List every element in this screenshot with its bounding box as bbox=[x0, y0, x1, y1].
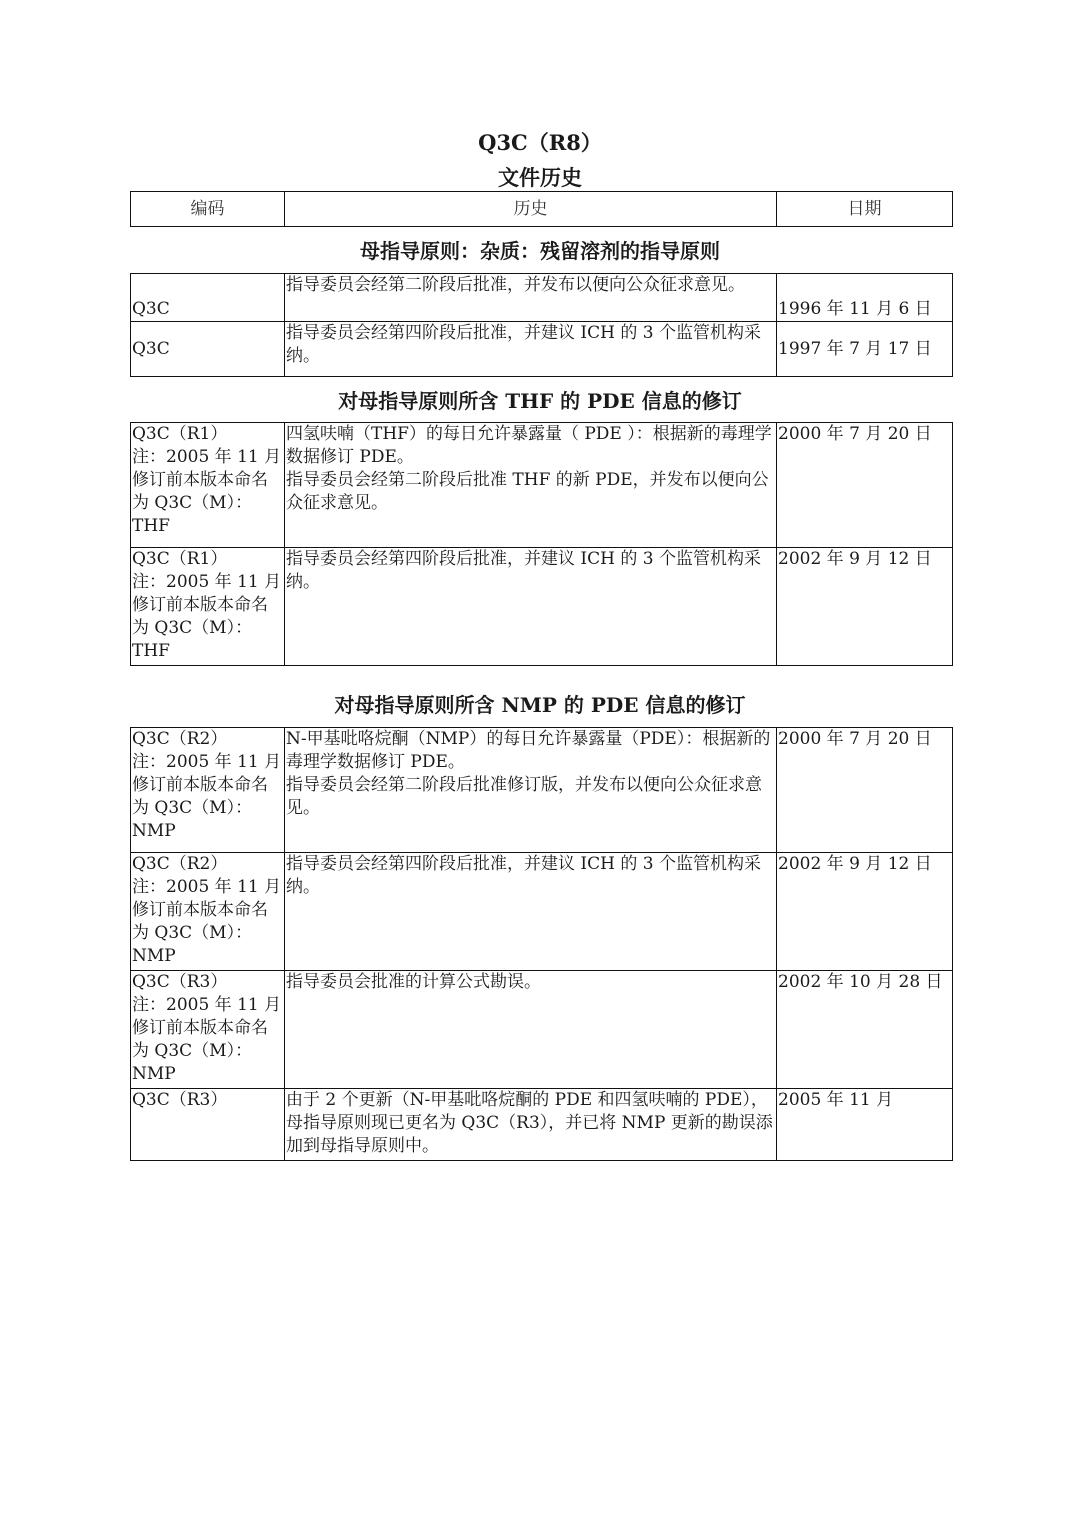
row-history: 指导委员会经第四阶段后批准，并建议 ICH 的 3 个监管机构采纳。 bbox=[285, 548, 777, 666]
table-row bbox=[131, 728, 953, 853]
header-row bbox=[131, 192, 953, 227]
row-history: 四氢呋喃（THF）的每日允许暴露量（ PDE ）：根据新的毒理学数据修订 PDE。 指导委员会经第二阶段后批准 THF 的新 PDE，并发布以便向公众征求意见。 bbox=[285, 423, 777, 548]
row-code: Q3C bbox=[131, 322, 285, 377]
row-code: Q3C（R2） 注：2005 年 11 月修订前本版本命名为 Q3C（M）：NMP bbox=[131, 728, 285, 853]
header-history: 历史 bbox=[285, 192, 777, 227]
table-row bbox=[131, 274, 953, 322]
row-date: 2000 年 7 月 20 日 bbox=[777, 728, 953, 853]
row-history: N-甲基吡咯烷酮（NMP）的每日允许暴露量（PDE）：根据新的毒理学数据修订 PDE。 指导委员会经第二阶段后批准修订版，并发布以便向公众征求意见。 bbox=[285, 728, 777, 853]
header-date: 日期 bbox=[777, 192, 953, 227]
header-code: 编码 bbox=[131, 192, 285, 227]
row-history: 指导委员会经第四阶段后批准，并建议 ICH 的 3 个监管机构采纳。 bbox=[285, 853, 777, 971]
table-row bbox=[131, 971, 953, 1089]
row-date: 2000 年 7 月 20 日 bbox=[777, 423, 953, 548]
row-history: 由于 2 个更新（N-甲基吡咯烷酮的 PDE 和四氢呋喃的 PDE），母指导原则现已更名为 Q3C（R3），并已将 NMP 更新的勘误添加到母指导原则中。 bbox=[285, 1089, 777, 1161]
row-code: Q3C（R3） 注：2005 年 11 月修订前本版本命名为 Q3C（M）：NMP bbox=[131, 971, 285, 1089]
section-table-nmp-revision bbox=[130, 727, 953, 1161]
row-code: Q3C（R1） 注：2005 年 11 月修订前本版本命名为 Q3C（M）：THF bbox=[131, 423, 285, 548]
row-code: Q3C（R2） 注：2005 年 11 月修订前本版本命名为 Q3C（M）：NMP bbox=[131, 853, 285, 971]
section-title-nmp-revision: 对母指导原则所含 NMP 的 PDE 信息的修订 bbox=[334, 693, 746, 717]
row-date: 1996 年 11 月 6 日 bbox=[777, 274, 953, 322]
table-row bbox=[131, 853, 953, 971]
row-code: Q3C（R3） bbox=[131, 1089, 285, 1161]
document-subtitle: 文件历史 bbox=[498, 165, 582, 190]
table-row bbox=[131, 1089, 953, 1161]
document-title: Q3C（R8） bbox=[478, 130, 602, 155]
row-history: 指导委员会经第二阶段后批准，并发布以便向公众征求意见。 bbox=[285, 274, 777, 322]
row-date: 2002 年 9 月 12 日 bbox=[777, 548, 953, 666]
row-history: 指导委员会经第四阶段后批准，并建议 ICH 的 3 个监管机构采纳。 bbox=[285, 322, 777, 377]
section-table-thf-revision bbox=[130, 422, 953, 666]
history-header-table bbox=[130, 191, 953, 227]
table-row bbox=[131, 322, 953, 377]
section-title-thf-revision: 对母指导原则所含 THF 的 PDE 信息的修订 bbox=[338, 389, 742, 413]
table-row bbox=[131, 548, 953, 666]
table-row bbox=[131, 423, 953, 548]
row-history: 指导委员会批准的计算公式勘误。 bbox=[285, 971, 777, 1089]
row-code: Q3C bbox=[131, 274, 285, 322]
row-date: 2002 年 10 月 28 日 bbox=[777, 971, 953, 1089]
row-date: 1997 年 7 月 17 日 bbox=[777, 322, 953, 377]
section-title-parent-guideline: 母指导原则：杂质：残留溶剂的指导原则 bbox=[360, 239, 720, 263]
section-table-parent-guideline bbox=[130, 273, 953, 377]
row-code: Q3C（R1） 注：2005 年 11 月修订前本版本命名为 Q3C（M）：THF bbox=[131, 548, 285, 666]
row-date: 2002 年 9 月 12 日 bbox=[777, 853, 953, 971]
row-date: 2005 年 11 月 bbox=[777, 1089, 953, 1161]
